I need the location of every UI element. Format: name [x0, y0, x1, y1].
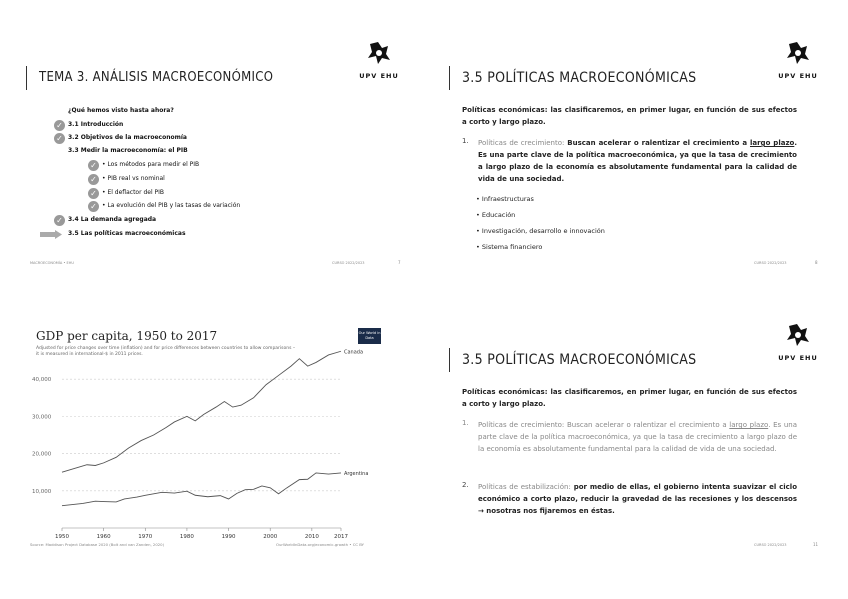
slide-3-chart[interactable] — [26, 322, 411, 557]
x-tick-label: 1960 — [96, 534, 111, 540]
page-number: 7 — [398, 260, 401, 265]
item-1-number: 1. — [462, 137, 469, 145]
list-item: • PIB real vs nominal — [102, 175, 165, 182]
bullet-item: • Sistema financiero — [476, 243, 543, 251]
item-2-text: por medio de ellas, el gobierno intenta suavizar el ciclo económico a corto plazo, reducir la gravedad de las recesiones y los descensos — [478, 483, 798, 503]
chart-subtitle-1: Adjusted for price changes over time (inflation) and for price differences between countries to allow comparisons – — [36, 346, 296, 351]
slide-1-title-bar — [26, 66, 273, 90]
slide-4-title-bar — [449, 348, 696, 372]
x-tick-label: 1980 — [179, 534, 194, 540]
university-emblem-icon — [775, 322, 821, 352]
item-2-rest: nosotras nos fijaremos en éstas. — [483, 507, 615, 515]
chart-license: OurWorldInData.org/economic-growth • CC BY — [276, 542, 364, 547]
intro-paragraph: Políticas económicas: las clasificaremos, en primer lugar, en función de sus efectos a corto y largo plazo. — [462, 106, 797, 126]
bullet-item: • Infraestructuras — [476, 195, 534, 203]
series-line-argentina — [62, 473, 341, 506]
bullet-item: • Educación — [476, 211, 516, 219]
footer-left: MACROECONOMÍA • EHU — [30, 261, 74, 265]
item-1-paragraph — [478, 137, 797, 185]
x-tick-label: 2010 — [304, 534, 319, 540]
list-item: 3.1 Introducción — [68, 121, 124, 128]
list-heading: ¿Qué hemos visto hasta ahora? — [68, 107, 174, 114]
item-1-lead: Políticas de crecimiento: — [478, 139, 565, 147]
footer-course: CURSO 2022/2023 — [332, 261, 365, 265]
series-label: Canada — [344, 349, 364, 356]
arrow-right-icon: → — [478, 507, 484, 515]
x-tick-label: 2000 — [263, 534, 278, 540]
slide-1-title: TEMA 3. ANÁLISIS MACROECONÓMICO — [39, 70, 274, 85]
chart-source: Source: Maddison Project Database 2020 (Bolt and van Zanden, 2020) — [30, 542, 165, 547]
item-1-text: Buscan acelerar o ralentizar el crecimiento a — [564, 421, 730, 429]
series-line-canada — [62, 351, 341, 472]
series-label: Argentina — [344, 470, 369, 477]
logo-text: UPV EHU — [778, 72, 818, 80]
footer-course: CURSO 2022/2023 — [754, 261, 787, 265]
chart-subtitle-2: it is measured in international-$ in 2011 prices. — [36, 352, 143, 357]
slide-4[interactable] — [449, 322, 829, 557]
checkmark-icon: ✓ — [54, 215, 65, 226]
university-emblem-icon — [775, 40, 821, 70]
logo-text: UPV EHU — [359, 72, 399, 80]
x-tick-label: 1950 — [55, 534, 69, 540]
item-1-number: 1. — [462, 419, 469, 427]
item-1-underlined: largo plazo — [729, 421, 769, 429]
checkmark-icon: ✓ — [88, 201, 99, 212]
owid-logo: Our World in Data — [358, 328, 381, 344]
page-number: 11 — [813, 542, 819, 547]
footer-course: CURSO 2022/2023 — [754, 543, 787, 547]
item-2-number: 2. — [462, 481, 469, 489]
chart-title: GDP per capita, 1950 to 2017 — [36, 329, 218, 343]
university-emblem-icon — [356, 40, 402, 70]
y-tick-label: 30,000 — [32, 414, 52, 421]
upv-ehu-logo — [775, 40, 821, 80]
slide-1[interactable] — [26, 40, 411, 275]
list-item: • El deflactor del PIB — [102, 189, 165, 196]
item-1-rest: . Es una parte clave de la política macroeconómica, ya que la tasa de crecimiento a largo plazo de la economía es absolutamente fundamental para la calidad de vida de una sociedad. — [478, 421, 797, 453]
upv-ehu-logo — [775, 322, 821, 362]
list-item: • Los métodos para medir el PIB — [102, 161, 200, 168]
list-item: • La evolución del PIB y las tasas de variación — [102, 202, 241, 209]
arrow-right-icon — [40, 230, 62, 239]
item-1-text: Buscan acelerar o ralentizar el crecimiento a — [564, 139, 750, 147]
intro-paragraph: Políticas económicas: las clasificaremos, en primer lugar, en función de sus efectos a corto y largo plazo. — [462, 388, 797, 408]
item-1-rest: . Es una parte clave de la política macroeconómica, ya que la tasa de crecimiento a largo plazo de la economía es absolutamente fundamental para la calidad de vida de una sociedad. — [478, 139, 797, 183]
list-item: 3.4 La demanda agregada — [68, 216, 157, 223]
list-item: 3.3 Medir la macroeconomía: el PIB — [68, 147, 188, 154]
item-1-lead: Políticas de crecimiento: — [478, 421, 565, 429]
checkmark-icon: ✓ — [88, 160, 99, 171]
checkmark-icon: ✓ — [54, 120, 65, 131]
item-2-paragraph — [478, 481, 797, 517]
list-item: 3.2 Objetivos de la macroeconomía — [68, 134, 187, 141]
checkmark-icon: ✓ — [88, 188, 99, 199]
item-1-underlined: largo plazo — [749, 139, 795, 147]
x-tick-label: 2017 — [334, 534, 348, 540]
slide-4-title: 3.5 POLÍTICAS MACROECONÓMICAS — [462, 352, 697, 368]
bullet-item: • Investigación, desarrollo e innovación — [476, 227, 605, 235]
upv-ehu-logo — [356, 40, 402, 80]
x-tick-label: 1970 — [138, 534, 153, 540]
y-tick-label: 20,000 — [32, 451, 52, 458]
page-number: 8 — [815, 260, 818, 265]
logo-text: UPV EHU — [778, 354, 818, 362]
slide-2-title: 3.5 POLÍTICAS MACROECONÓMICAS — [462, 70, 697, 86]
list-item: 3.5 Las políticas macroeconómicas — [68, 230, 186, 237]
checkmark-icon: ✓ — [88, 174, 99, 185]
x-tick-label: 1990 — [221, 534, 236, 540]
checkmark-icon: ✓ — [54, 133, 65, 144]
slide-2[interactable] — [449, 40, 829, 275]
y-tick-label: 10,000 — [32, 488, 52, 495]
item-2-lead: Políticas de estabilización: — [478, 483, 571, 491]
item-1-paragraph — [478, 419, 797, 455]
slide-2-title-bar — [449, 66, 696, 90]
y-tick-label: 40,000 — [32, 377, 52, 384]
